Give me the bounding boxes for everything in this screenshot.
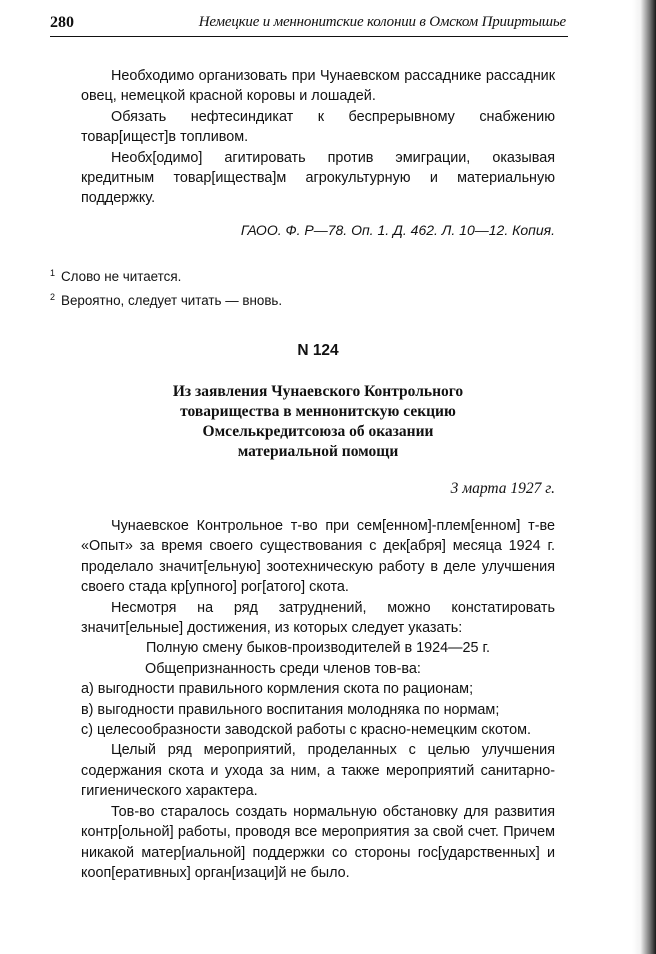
footnotes [50, 263, 550, 311]
document-number: N 124 [297, 342, 339, 359]
footnote-mark: 1 [50, 268, 56, 278]
list-item: в) выгодности правильного воспитания молодняка по нормам; [81, 701, 500, 718]
page-header [50, 10, 568, 37]
footnote-text: Слово не читается. [61, 269, 182, 284]
page-number: 280 [50, 14, 74, 31]
title-line: товарищества в меннонитскую секцию [180, 403, 456, 420]
continuation-text [81, 66, 555, 209]
footnote-text: Вероятно, следует читать — вновь. [61, 293, 283, 308]
running-title: Немецкие и меннонитские колонии в Омском Прииртышье [198, 14, 566, 30]
paragraph: Необходимо организовать при Чунаевском рассаднике рассадник овец, немецкой красной коровы и лошадей. [81, 68, 555, 105]
document-title [81, 382, 555, 462]
title-line: Из заявления Чунаевского Контрольного [172, 383, 464, 400]
paragraph: Общепризнанность среди членов тов-ва: [145, 660, 421, 677]
title-line: Омселькредитсоюза об оказании [202, 423, 434, 440]
paragraph: Тов-во старалось создать нормальную обстановку для развития контр[ольной] работы, проводя все мероприятия за свой счет. Причем никакой матер[иальной] поддержки со стороны гос[ударственных] и кооп[еративных] орган[изаци]й не было. [81, 803, 555, 881]
document-body [81, 516, 555, 883]
paragraph: Чунаевское Контрольное т-во при сем[енном]-плем[енном] т-ве «Опыт» за время своего существования с дек[абря] месяца 1924 г. проделало значит[ельную] зоотехническую работу в деле улучшения своего стада кр[упного] рог[атого] скота. [81, 518, 555, 596]
footnote [50, 287, 550, 311]
paragraph: Несмотря на ряд затруднений, можно констатировать значит[ельные] достижения, из которых следует указать: [81, 599, 555, 637]
document-date: 3 марта 1927 г. [450, 480, 555, 497]
paragraph: Обязать нефтесиндикат к беспрерывному снабжению товар[ищест]в топливом. [81, 108, 555, 146]
title-line: материальной помощи [237, 443, 399, 460]
paragraph: Полную смену быков-производителей в 1924—25 г. [145, 640, 491, 657]
archive-source-reference: ГАОО. Ф. Р—78. Оп. 1. Д. 462. Л. 10—12. Копия. [240, 222, 555, 238]
paragraph: Целый ряд мероприятий, проделанных с целью улучшения содержания скота и ухода за ним, а также мероприятий санитарно-гигиенического характера. [81, 742, 555, 800]
scan-shadow-edge [632, 0, 656, 954]
footnote-mark: 2 [50, 292, 56, 302]
footnote [50, 263, 550, 287]
paragraph: Необх[одимо] агитировать против эмиграции, оказывая кредитным товар[ищества]м агрокультурную и материальную поддержку. [81, 149, 555, 207]
list-item: а) выгодности правильного кормления скота по рационам; [81, 681, 474, 698]
list-item: с) целесообразности заводской работы с красно-немецким скотом. [81, 722, 531, 739]
